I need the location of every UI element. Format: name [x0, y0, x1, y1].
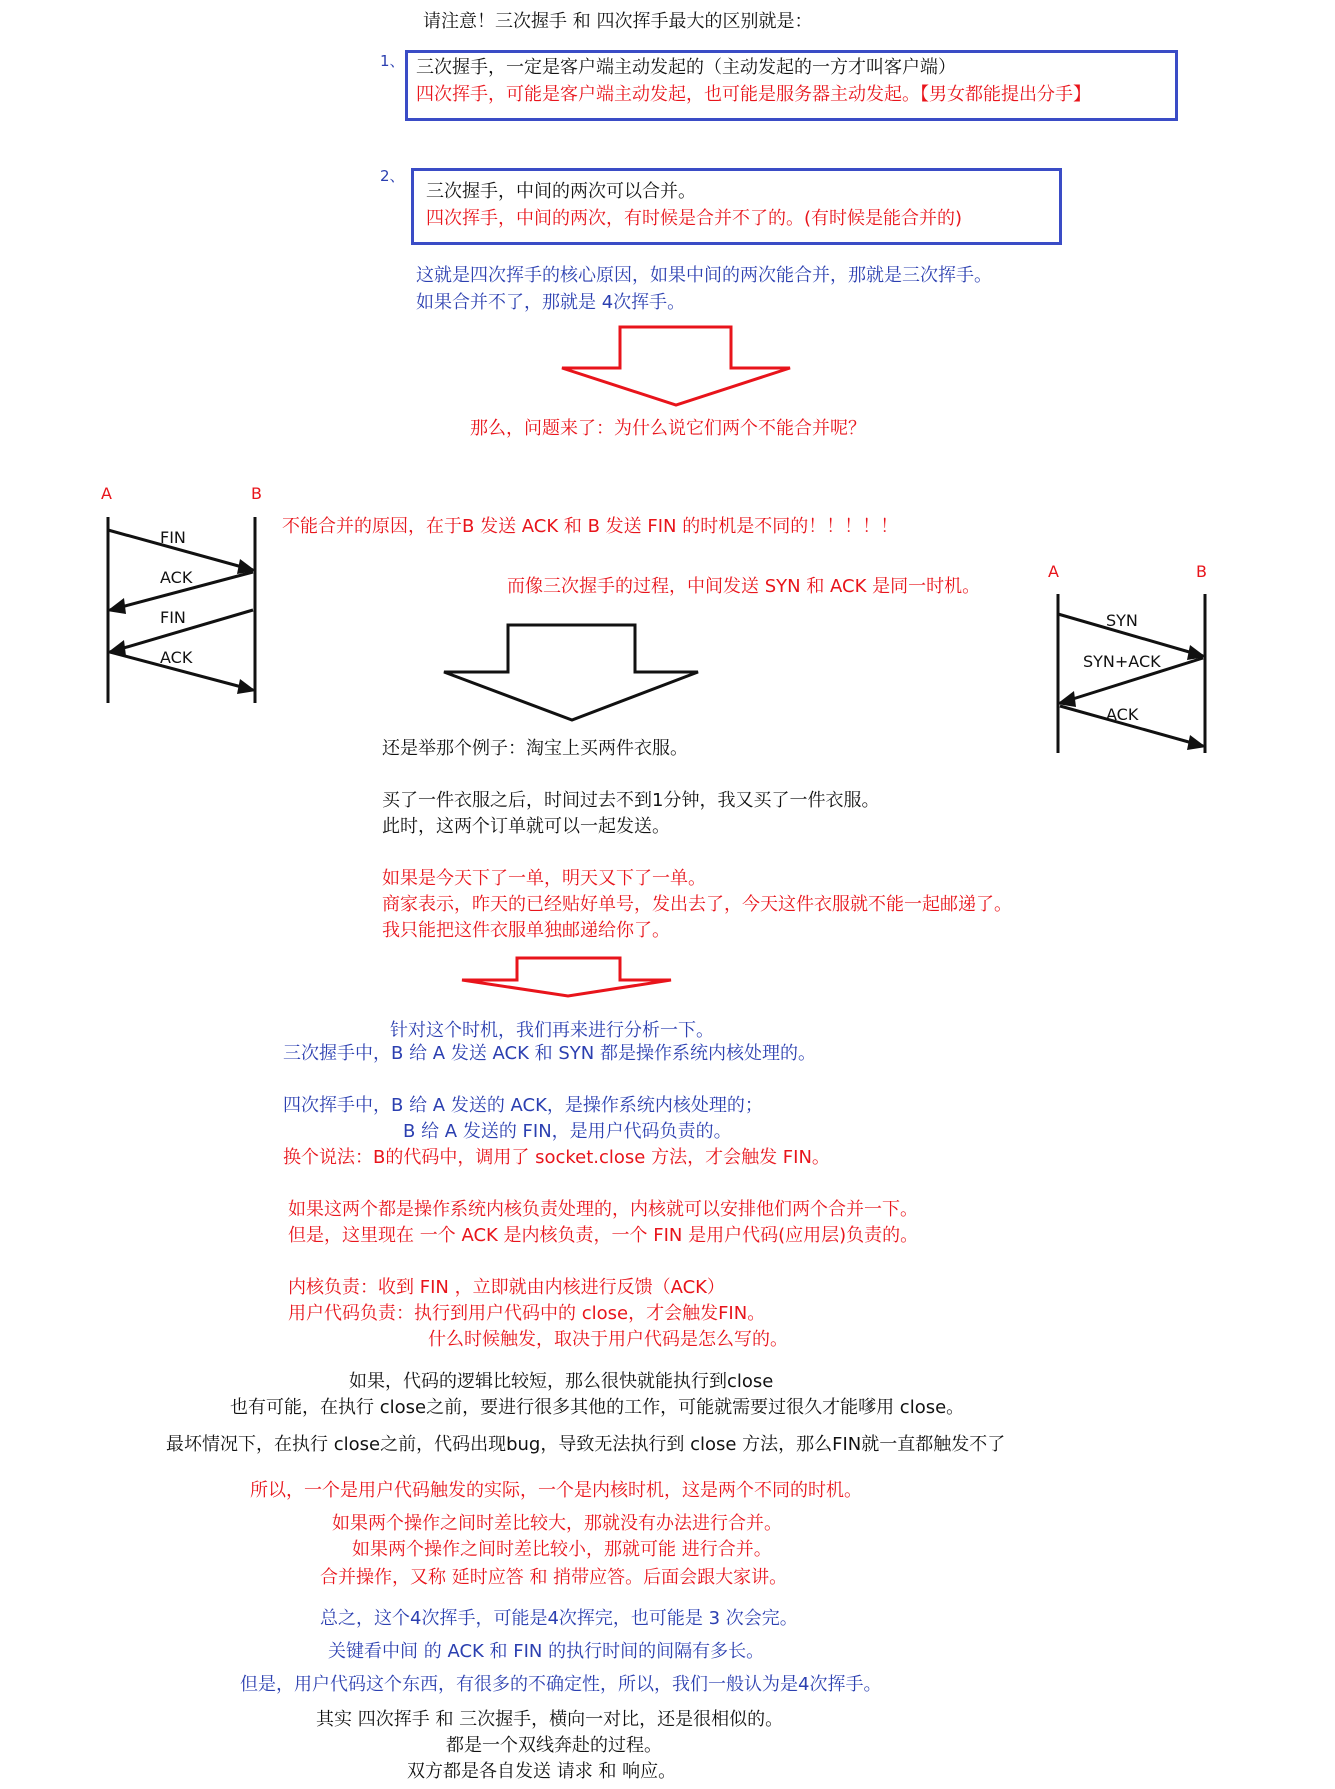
analysis-line-11: 如果，代码的逻辑比较短，那么很快就能执行到close: [349, 1371, 774, 1392]
example-b-line-3: 我只能把这件衣服单独邮递给你了。: [382, 920, 670, 941]
example-b-line-1: 如果是今天下了一单，明天又下了一单。: [382, 868, 706, 889]
right-msg-synack: SYN+ACK: [1083, 652, 1161, 671]
left-msg-fin-1: FIN: [160, 528, 186, 547]
right-host-a-label: A: [1048, 562, 1059, 581]
left-msg-fin-2: FIN: [160, 608, 186, 627]
right-msg-ack: ACK: [1106, 705, 1139, 724]
analysis-line-1: 针对这个时机，我们再来进行分析一下。: [390, 1020, 714, 1041]
question-text: 那么，问题来了：为什么说它们两个不能合并呢？: [470, 418, 866, 439]
example-intro: 还是举那个例子：淘宝上买两件衣服。: [382, 738, 688, 759]
analysis-line-8: 内核负责：收到 FIN ，立即就由内核进行反馈（ACK）: [288, 1277, 725, 1298]
core-line-2: 如果合并不了，那就是 4次挥手。: [416, 292, 686, 313]
arrowhead: [107, 640, 126, 656]
point-2-number: 2、: [380, 167, 405, 185]
example-a-line-2: 此时，这两个订单就可以一起发送。: [382, 816, 670, 837]
core-line-1: 这就是四次挥手的核心原因，如果中间的两次能合并，那就是三次挥手。: [416, 265, 992, 286]
right-msg-syn: SYN: [1106, 611, 1138, 630]
example-b-line-2: 商家表示，昨天的已经贴好单号，发出去了，今天这件衣服就不能一起邮递了。: [382, 894, 1012, 915]
arrowhead: [237, 679, 256, 694]
reason-line-2: 而像三次握手的过程，中间发送 SYN 和 ACK 是同一时机。: [507, 576, 981, 597]
arrowhead: [1187, 645, 1206, 660]
conclusion-line-4: 合并操作，又称 延时应答 和 捎带应答。后面会跟大家讲。: [320, 1567, 788, 1588]
arrowhead: [107, 598, 126, 614]
example-a-line-1: 买了一件衣服之后，时间过去不到1分钟，我又买了一件衣服。: [382, 790, 880, 811]
arrowhead: [1057, 691, 1076, 707]
conclusion-line-5: 总之，这个4次挥手，可能是4次挥完，也可能是 3 次会完。: [320, 1608, 798, 1629]
analysis-line-13: 最坏情况下，在执行 close之前，代码出现bug，导致无法执行到 close 方法，那么FIN就一直都触发不了: [166, 1434, 1006, 1455]
point-2-line-1: 三次握手，中间的两次可以合并。: [426, 181, 696, 202]
analysis-line-9: 用户代码负责：执行到用户代码中的 close，才会触发FIN。: [288, 1303, 766, 1324]
analysis-line-4: B 给 A 发送的 FIN，是用户代码负责的。: [403, 1121, 732, 1142]
analysis-line-12: 也有可能，在执行 close之前，要进行很多其他的工作，可能就需要过很久才能嗲用 close。: [230, 1397, 965, 1418]
arrowhead: [1187, 735, 1206, 750]
conclusion-line-2: 如果两个操作之间时差比较大，那就没有办法进行合并。: [332, 1513, 782, 1534]
left-host-a-label: A: [101, 484, 112, 503]
down-arrow-black: [444, 625, 698, 720]
page-title: 请注意！三次握手 和 四次挥手最大的区别就是：: [423, 11, 813, 32]
point-1-line-1: 三次握手，一定是客户端主动发起的（主动发起的一方才叫客户端）: [416, 57, 956, 78]
conclusion-line-1: 所以，一个是用户代码触发的实际，一个是内核时机，这是两个不同的时机。: [250, 1480, 862, 1501]
conclusion-line-6: 关键看中间 的 ACK 和 FIN 的执行时间的间隔有多长。: [328, 1641, 765, 1662]
analysis-line-5: 换个说法：B的代码中，调用了 socket.close 方法，才会触发 FIN。: [283, 1147, 830, 1168]
analysis-line-2: 三次握手中，B 给 A 发送 ACK 和 SYN 都是操作系统内核处理的。: [283, 1043, 816, 1064]
left-msg-ack-1: ACK: [160, 568, 193, 587]
analysis-line-7: 但是，这里现在 一个 ACK 是内核负责，一个 FIN 是用户代码(应用层)负责的。: [288, 1225, 919, 1246]
point-1-line-2: 四次挥手，可能是客户端主动发起，也可能是服务器主动发起。【男女都能提出分手】: [416, 84, 1091, 105]
conclusion-line-8: 其实 四次挥手 和 三次握手，横向一对比，还是很相似的。: [316, 1709, 784, 1730]
conclusion-line-9: 都是一个双线奔赴的过程。: [446, 1735, 662, 1756]
analysis-line-10: 什么时候触发，取决于用户代码是怎么写的。: [428, 1329, 788, 1350]
left-host-b-label: B: [251, 484, 262, 503]
analysis-line-6: 如果这两个都是操作系统内核负责处理的，内核就可以安排他们两个合并一下。: [288, 1199, 918, 1220]
down-arrow-red-1: [562, 327, 790, 405]
reason-line-1: 不能合并的原因，在于B 发送 ACK 和 B 发送 FIN 的时机是不同的！！！！！: [282, 516, 899, 537]
conclusion-line-3: 如果两个操作之间时差比较小，那就可能 进行合并。: [352, 1539, 772, 1560]
left-msg-ack-2: ACK: [160, 648, 193, 667]
right-host-b-label: B: [1196, 562, 1207, 581]
conclusion-line-7: 但是，用户代码这个东西，有很多的不确定性，所以，我们一般认为是4次挥手。: [240, 1674, 882, 1695]
arrowhead: [237, 559, 256, 574]
conclusion-line-10: 双方都是各自发送 请求 和 响应。: [407, 1761, 677, 1782]
down-arrow-red-2: [462, 958, 671, 996]
point-1-number: 1、: [380, 52, 405, 70]
point-2-line-2: 四次挥手，中间的两次，有时候是合并不了的。(有时候是能合并的): [426, 208, 963, 229]
analysis-line-3: 四次挥手中，B 给 A 发送的 ACK，是操作系统内核处理的；: [283, 1095, 763, 1116]
